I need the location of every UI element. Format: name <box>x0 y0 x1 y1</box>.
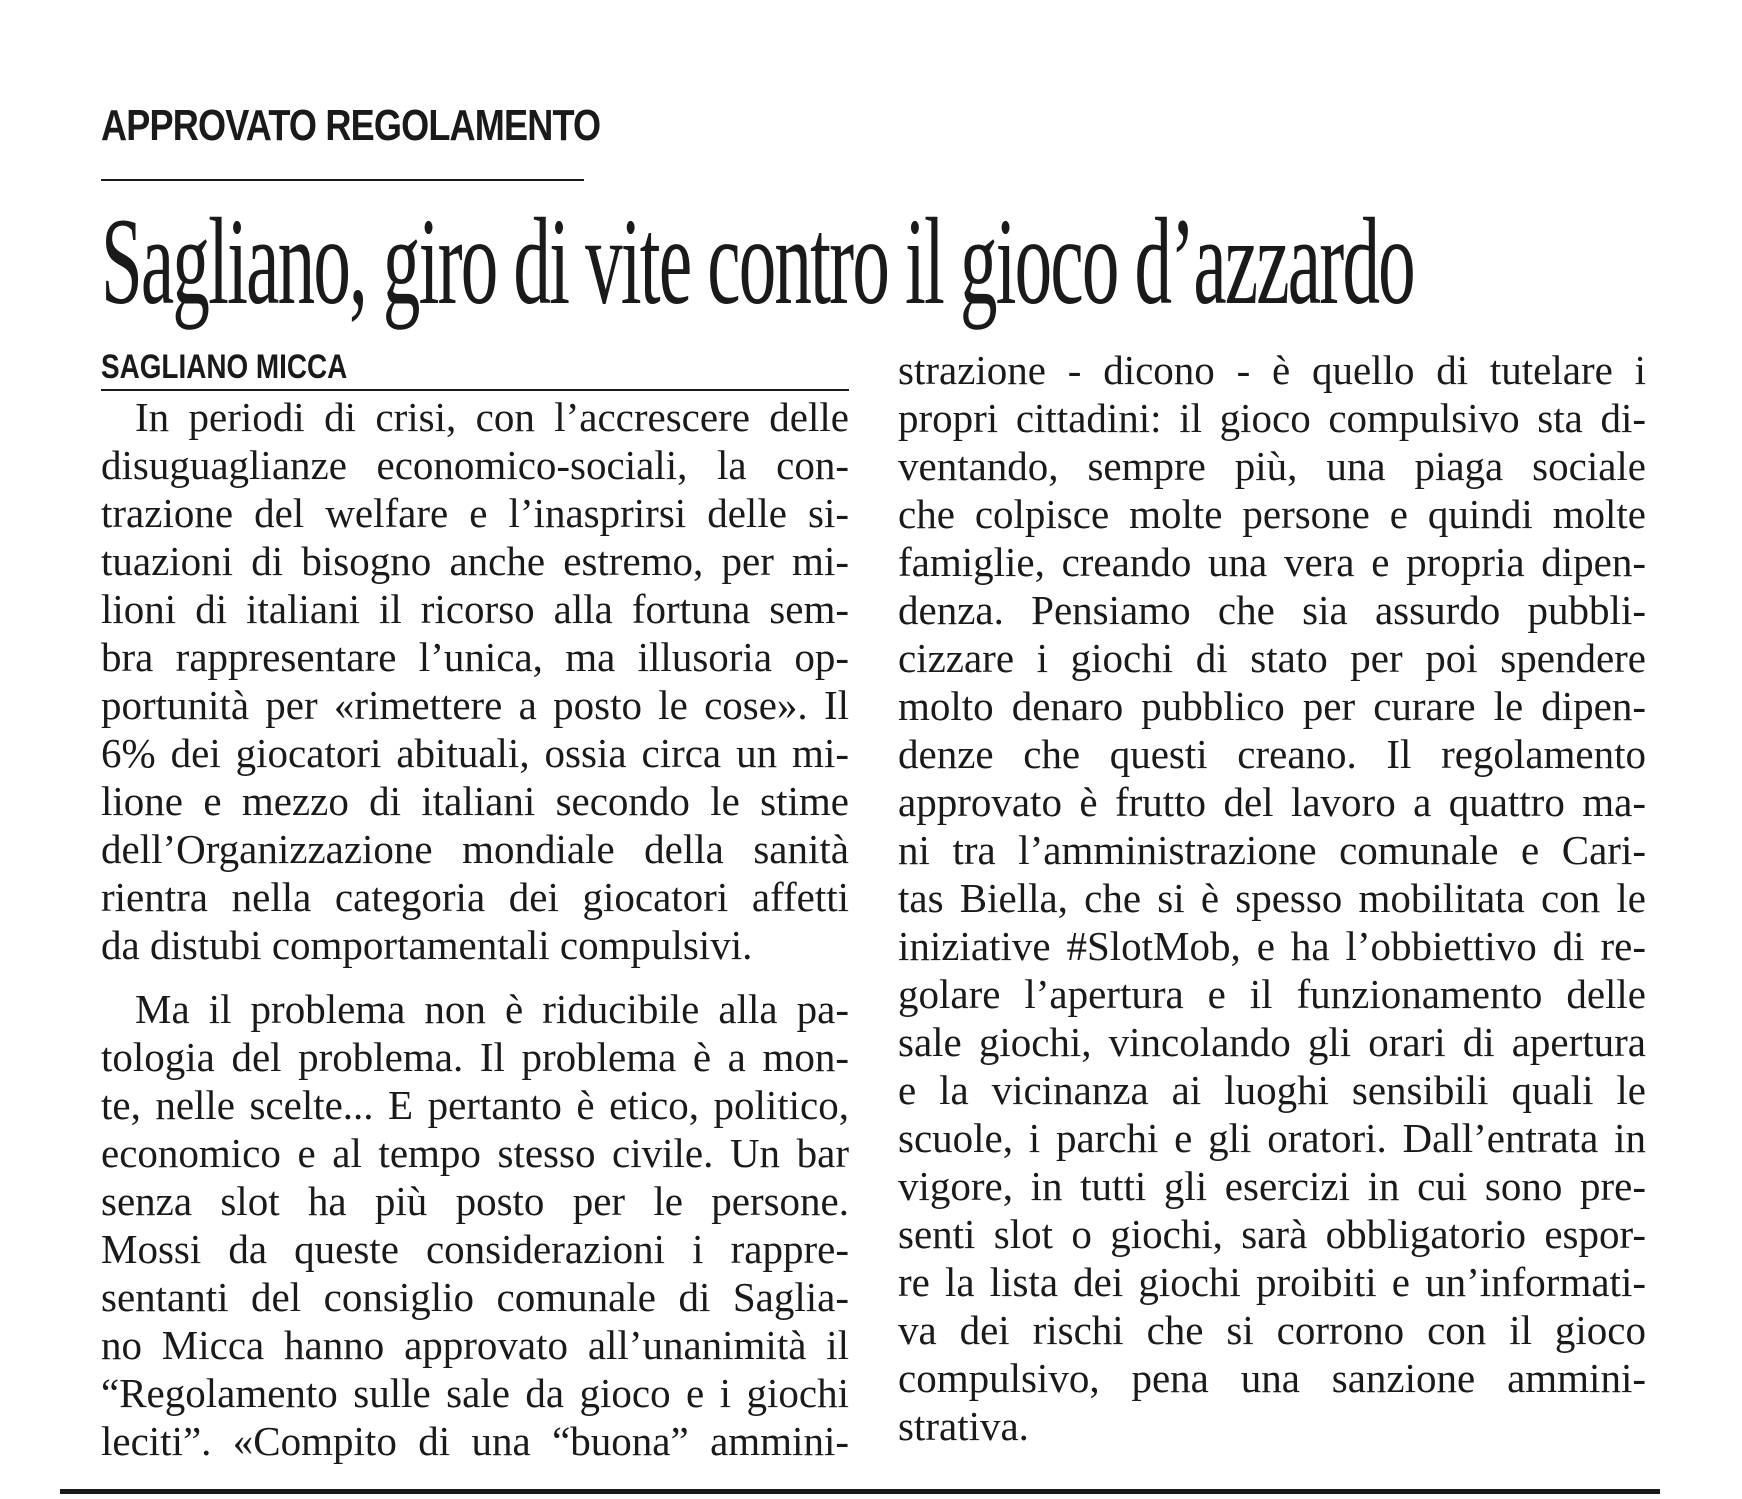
text-line: “Regolamento sulle sale da gioco e i giochi <box>101 1370 849 1416</box>
article-column-left <box>101 393 849 1465</box>
text-line: economico e al tempo stesso civile. Un bar <box>101 1130 849 1176</box>
text-line: portunità per «rimettere a posto le cose». Il <box>101 682 849 728</box>
paragraph-2 <box>101 985 849 1465</box>
paragraph-gap <box>101 969 849 985</box>
bottom-rule <box>60 1489 1660 1494</box>
text-line: sale giochi, vincolando gli orari di apertura <box>898 1019 1646 1065</box>
text-line: compulsivo, pena una sanzione ammini- <box>898 1355 1646 1401</box>
text-line: denze che questi creano. Il regolamento <box>898 731 1646 777</box>
text-line: va dei rischi che si corrono con il gioco <box>898 1307 1646 1353</box>
text-line: che colpisce molte persone e quindi molte <box>898 491 1646 537</box>
text-line: tologia del problema. Il problema è a mon- <box>101 1034 849 1080</box>
text-line: denza. Pensiamo che sia assurdo pubbli- <box>898 587 1646 633</box>
text-line: cizzare i giochi di stato per poi spendere <box>898 635 1646 681</box>
text-line: senti slot o giochi, sarà obbligatorio espor- <box>898 1211 1646 1257</box>
text-line: In periodi di crisi, con l’accrescere delle <box>135 394 849 440</box>
text-line: Mossi da queste considerazioni i rappre- <box>101 1226 849 1272</box>
text-line: tuazioni di bisogno anche estremo, per mi- <box>101 538 849 584</box>
text-line: golare l’apertura e il funzionamento delle <box>898 971 1646 1017</box>
text-line: no Micca hanno approvato all’unanimità il <box>101 1322 849 1368</box>
text-line: approvato è frutto del lavoro a quattro ma- <box>898 779 1646 825</box>
text-line: dell’Organizzazione mondiale della sanità <box>101 826 849 872</box>
text-line: ni tra l’amministrazione comunale e Cari- <box>898 827 1646 873</box>
text-line: 6% dei giocatori abituali, ossia circa un mi- <box>101 730 849 776</box>
text-line: famiglie, creando una vera e propria dipen- <box>898 539 1646 585</box>
text-line: rientra nella categoria dei giocatori affetti <box>101 874 849 920</box>
text-line: leciti”. «Compito di una “buona” ammini- <box>101 1418 849 1464</box>
text-line: scuole, i parchi e gli oratori. Dall’entrata in <box>898 1115 1646 1161</box>
byline-rule <box>101 389 849 391</box>
headline: Sagliano, giro di vite contro il gioco d’azzardo <box>101 193 1414 330</box>
text-line: ventando, sempre più, una piaga sociale <box>898 443 1646 489</box>
paragraph-1 <box>101 393 849 969</box>
text-line: disuguaglianze economico-sociali, la con- <box>101 442 849 488</box>
text-line: iniziative #SlotMob, e ha l’obbiettivo di re- <box>898 923 1646 969</box>
text-line: senza slot ha più posto per le persone. <box>101 1178 849 1224</box>
text-line: re la lista dei giochi proibiti e un’informati- <box>898 1259 1646 1305</box>
text-line: strazione - dicono - è quello di tutelare i <box>898 347 1646 393</box>
text-line: lione e mezzo di italiani secondo le stime <box>101 778 849 824</box>
text-line: trazione del welfare e l’inasprirsi delle si- <box>101 490 849 536</box>
text-line: e la vicinanza ai luoghi sensibili quali le <box>898 1067 1646 1113</box>
kicker: APPROVATO REGOLAMENTO <box>101 101 601 150</box>
text-line: da distubi comportamentali compulsivi. <box>101 922 753 968</box>
text-line: propri cittadini: il gioco compulsivo sta di- <box>898 395 1646 441</box>
byline: SAGLIANO MICCA <box>101 348 348 386</box>
text-line: te, nelle scelte... E pertanto è etico, politico, <box>101 1082 849 1128</box>
text-line: strativa. <box>898 1403 1029 1449</box>
text-line: tas Biella, che si è spesso mobilitata con le <box>898 875 1646 921</box>
text-line: Ma il problema non è riducibile alla pa- <box>135 986 849 1032</box>
text-line: sentanti del consiglio comunale di Saglia- <box>101 1274 849 1320</box>
text-line: molto denaro pubblico per curare le dipen- <box>898 683 1646 729</box>
article-column-right <box>898 346 1646 1450</box>
text-line: bra rappresentare l’unica, ma illusoria op- <box>101 634 849 680</box>
kicker-rule <box>101 179 584 181</box>
text-line: vigore, in tutti gli esercizi in cui sono pre- <box>898 1163 1646 1209</box>
text-line: lioni di italiani il ricorso alla fortuna sem- <box>101 586 849 632</box>
